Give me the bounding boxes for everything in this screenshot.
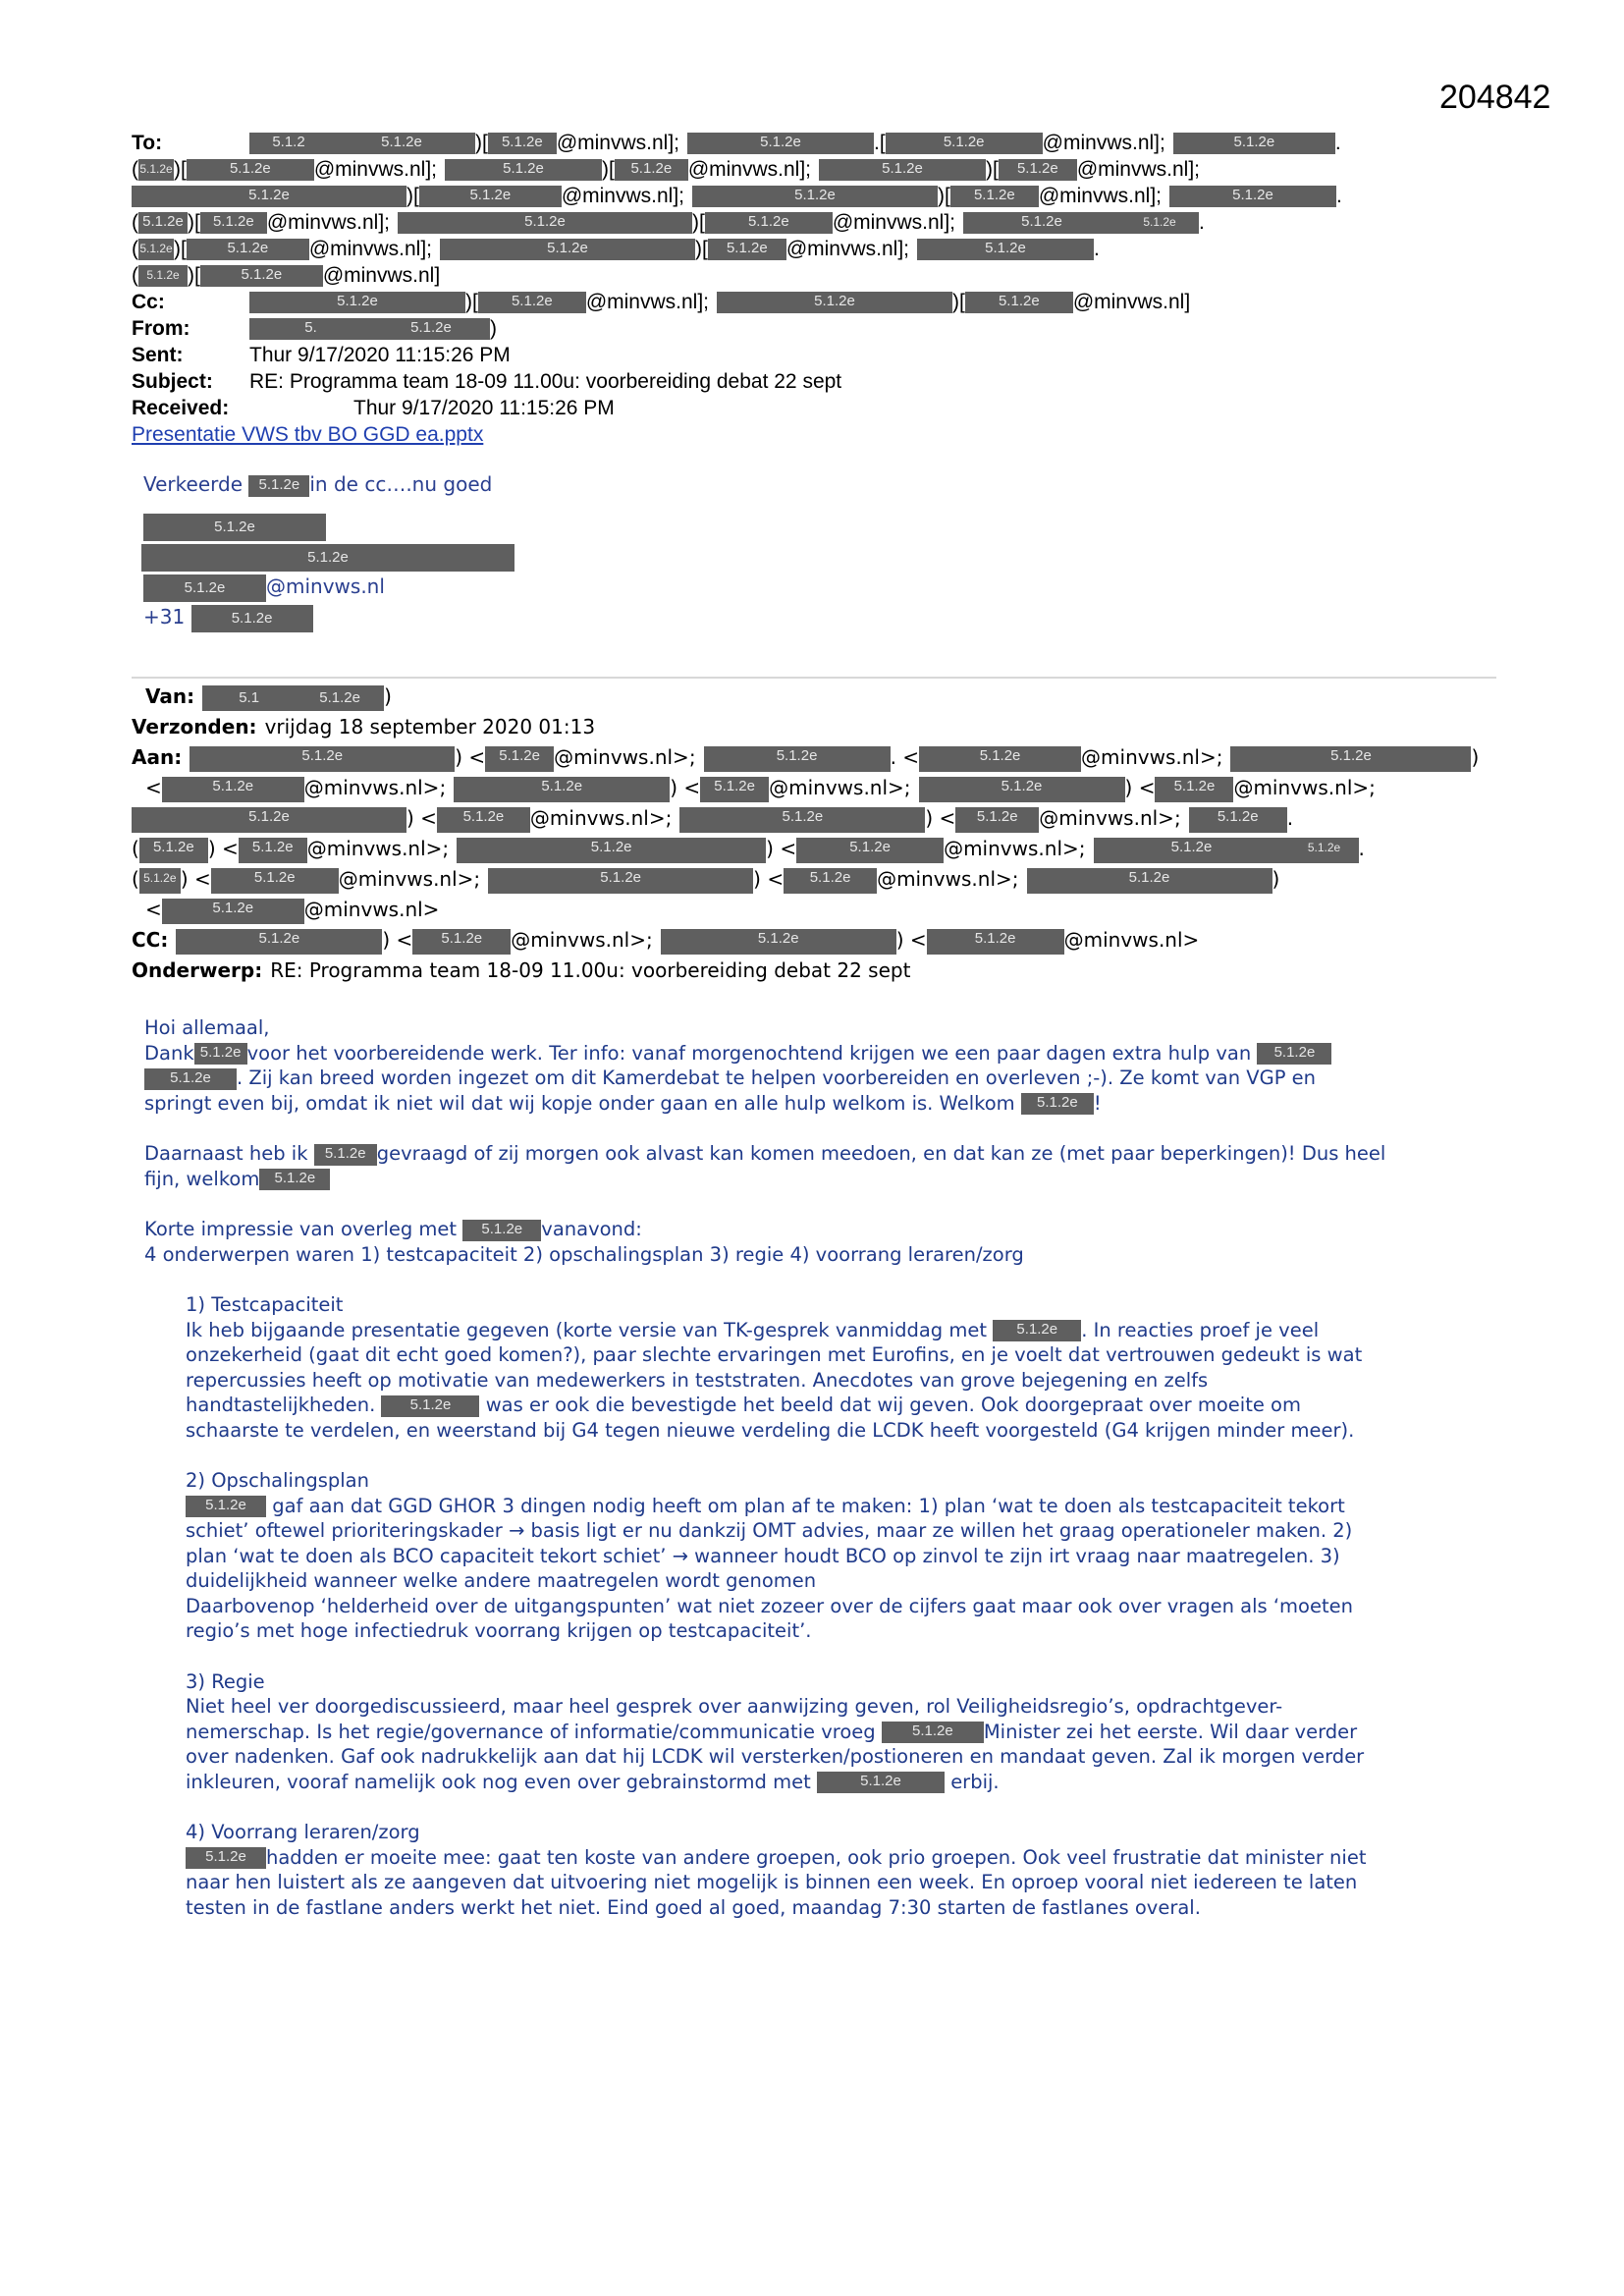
redaction: 5.1.2e xyxy=(817,1772,945,1793)
email-domain: @minvws.nl>; xyxy=(769,776,911,799)
text: vanavond: xyxy=(541,1218,642,1240)
email-body xyxy=(144,1015,1499,1920)
cc-line-forwarded xyxy=(132,925,1506,956)
separator: . xyxy=(1286,806,1294,830)
redaction: 5.1.2e xyxy=(138,212,188,234)
redaction: 5.1.2e xyxy=(412,929,511,955)
separator: ( xyxy=(132,837,139,860)
redaction: 5.1.2e xyxy=(692,186,938,207)
cc-label: Cc: xyxy=(132,291,165,313)
redaction: 5.1.2e xyxy=(162,777,304,802)
redaction: 5.1.2e xyxy=(328,133,475,154)
redaction: 5.1.2e xyxy=(819,159,986,181)
aan-line-1 xyxy=(132,742,1506,773)
sent-line xyxy=(132,342,1506,368)
email-domain: @minvws.nl]; xyxy=(1038,185,1162,207)
redaction: 5.1.2e xyxy=(259,1169,330,1190)
van-line xyxy=(132,682,1506,712)
text: hadden er moeite mee: gaat ten koste van andere groepen, ook prio groepen. Ook veel frustratie dat minister niet xyxy=(266,1845,1367,1869)
redaction: 5.1.2e xyxy=(687,133,874,154)
redaction: 5.1.2e xyxy=(955,807,1039,833)
redaction: 5.1.2e xyxy=(679,807,925,833)
separator: ) < xyxy=(406,806,437,830)
text: gevraagd of zij morgen ook alvast kan komen meedoen, en dat kan ze (met paar beperkingen)! Dus heel xyxy=(376,1142,1386,1165)
separator: < xyxy=(145,898,162,921)
email-domain: @minvws.nl]; xyxy=(308,238,432,260)
reply-line xyxy=(143,469,1518,499)
redaction: 5.1.2e xyxy=(239,838,307,863)
redaction: 5.1.2e xyxy=(919,746,1081,772)
separator: ) < xyxy=(670,776,701,799)
text: . Zij kan breed worden ingezet om dit Kamerdebat te helpen voorbereiden en overleven ;-). Ze komt van VGP en xyxy=(237,1066,1317,1089)
redaction: 5.1.2e xyxy=(139,868,181,894)
redaction: 5.1.2e xyxy=(457,838,766,863)
redaction: 5.1.2e xyxy=(965,292,1073,313)
separator: ) < xyxy=(753,867,785,891)
redaction: 5.1.2e xyxy=(882,1722,984,1743)
redaction: 5.1.2e xyxy=(454,777,670,802)
paragraph xyxy=(186,1770,1499,1795)
email-domain: @minvws.nl]; xyxy=(1042,132,1165,154)
email-domain: @minvws.nl>; xyxy=(529,806,673,830)
paragraph: naar hen luistert als ze aangeven dat uitvoering niet mogelijk is binnen een week. En oproep vooral niet iedereen te laten xyxy=(186,1871,1358,1893)
separator: . xyxy=(1336,185,1342,207)
reply-note xyxy=(143,469,1518,632)
email-domain: @minvws.nl]; xyxy=(585,291,709,313)
redaction: 5.1.2e xyxy=(186,1847,266,1869)
redaction: 5.1.2e xyxy=(963,212,1120,234)
text: springt even bij, omdat ik niet wil dat wij kopje onder gaan en alle hulp welkom is. Welkom xyxy=(144,1091,1015,1115)
redaction: 5.1.2e xyxy=(419,186,562,207)
email-domain: @minvws.nl>; xyxy=(944,837,1086,860)
phone-prefix: +31 xyxy=(143,605,186,629)
text: fijn, welkom xyxy=(144,1167,260,1190)
paragraph: 4 onderwerpen waren 1) testcapaciteit 2) opschalingsplan 3) regie 4) voorrang leraren/zorg xyxy=(144,1242,1024,1266)
separator: < xyxy=(145,776,162,799)
email-domain: @minvws.nl]; xyxy=(556,132,679,154)
redaction: 5.1.2e xyxy=(211,868,339,894)
verzonden-value: vrijdag 18 september 2020 01:13 xyxy=(264,715,596,738)
redaction: 5.1.2e xyxy=(1169,186,1336,207)
redaction: 5.1.2e xyxy=(187,239,309,260)
separator: ) xyxy=(384,684,392,708)
paragraph: duidelijkheid wanneer welke andere maatregelen wordt genomen xyxy=(186,1569,817,1592)
separator: ) xyxy=(1272,867,1280,891)
redaction: 5.1.2e xyxy=(249,292,465,313)
redaction: 5.1.2e xyxy=(143,514,326,541)
paragraph: regio’s met hoge infectiedruk voorrang krijgen op testcapaciteit’. xyxy=(186,1619,812,1642)
redaction: 5.1.2e xyxy=(1230,746,1471,772)
redaction: 5.1.2e xyxy=(1290,838,1359,863)
separator: ( xyxy=(132,867,139,891)
redaction: 5.1.2e xyxy=(381,1395,479,1417)
redaction: 5.1.2e xyxy=(186,1496,266,1517)
to-label: To: xyxy=(132,132,163,154)
email-domain: @minvws.nl>; xyxy=(1233,776,1376,799)
separator: )[ xyxy=(602,158,615,181)
redaction: 5.1.2e xyxy=(138,239,174,260)
redaction: 5.1.2e xyxy=(187,159,314,181)
email-domain: @minvws.nl> xyxy=(1063,928,1200,952)
to-line-6 xyxy=(132,262,1506,289)
paragraph xyxy=(186,1318,1499,1343)
to-line-1 xyxy=(132,130,1506,156)
redaction: 5.1.2e xyxy=(176,929,382,955)
email-domain: @minvws.nl]; xyxy=(687,158,811,181)
redaction: 5.1.2e xyxy=(1257,1043,1331,1065)
paragraph xyxy=(144,1091,1499,1117)
onderwerp-label: Onderwerp: xyxy=(132,958,263,982)
redaction: 5.1.2e xyxy=(1094,838,1290,863)
reply-text: Verkeerde xyxy=(143,472,244,496)
redaction: 5.1.2e xyxy=(1155,777,1233,802)
separator: )[ xyxy=(174,158,187,181)
redaction: 5.1.2e xyxy=(132,186,406,207)
separator: )[ xyxy=(952,291,965,313)
redaction: 5.1.2e xyxy=(708,239,786,260)
separator: ( xyxy=(132,158,138,181)
email-domain: @minvws.nl>; xyxy=(877,867,1019,891)
separator: . xyxy=(1334,132,1341,154)
separator: )[ xyxy=(938,185,950,207)
redaction: 5.1.2e xyxy=(615,159,688,181)
separator: ) < xyxy=(1124,776,1156,799)
aan-line-2 xyxy=(132,773,1506,803)
redaction: 5.1.2e xyxy=(162,899,304,924)
redaction: 5.1.2e xyxy=(1027,868,1272,894)
redaction: 5.1.2e xyxy=(1173,133,1335,154)
email-domain: @minvws.nl>; xyxy=(338,867,481,891)
onderwerp-value: RE: Programma team 18-09 11.00u: voorbereiding debat 22 sept xyxy=(270,958,911,982)
signature xyxy=(143,511,1518,632)
redaction: 5.1.2e xyxy=(445,159,602,181)
email-domain: @minvws.nl] xyxy=(1072,291,1191,313)
email-domain: @minvws.nl]; xyxy=(313,158,437,181)
sent-value: Thur 9/17/2020 11:15:26 PM xyxy=(249,344,511,366)
topic-title: 3) Regie xyxy=(186,1669,265,1693)
email-domain: @minvws.nl]; xyxy=(1076,158,1200,181)
to-line-4 xyxy=(132,209,1506,236)
email-domain: @minvws.nl] xyxy=(322,264,441,287)
redaction: 5.1.2e xyxy=(999,159,1077,181)
separator: . xyxy=(1358,837,1365,860)
email-domain: @minvws.nl>; xyxy=(511,928,653,952)
separator: ) < xyxy=(207,837,239,860)
onderwerp-line xyxy=(132,956,1506,986)
paragraph: repercussies heeft op motivatie van medewerkers in teststraten. Anecdotes van grove bejegening en zelfs xyxy=(186,1368,1209,1392)
email-domain: @minvws.nl>; xyxy=(554,745,696,769)
redaction: 5.1.2e xyxy=(704,746,891,772)
paragraph: schiet’ oftewel prioriteringskader → basis ligt er nu dankzij OMT advies, maar ze willen het graag operationeler maken. 2) xyxy=(186,1519,1353,1542)
text: Korte impressie van overleg met xyxy=(144,1218,458,1240)
text: nemerschap. Is het regie/governance of informatie/communicatie vroeg xyxy=(186,1720,876,1743)
redaction: 5.1.2e xyxy=(1021,1093,1094,1115)
separator: . xyxy=(1094,238,1100,260)
redaction: 5.1.2e xyxy=(462,1220,541,1241)
redaction: 5.1.2e xyxy=(398,212,692,234)
email-domain: @minvws.nl>; xyxy=(303,776,447,799)
text: Daarnaast heb ik xyxy=(144,1142,308,1165)
redaction: 5.1.2e xyxy=(314,1144,377,1166)
redaction: 5.1 xyxy=(202,685,296,711)
from-line xyxy=(132,315,1506,342)
text: Ik heb bijgaande presentatie gegeven (korte versie van TK-gesprek vanmiddag met xyxy=(186,1318,988,1341)
subject-label: Subject: xyxy=(132,370,213,393)
aan-line-6 xyxy=(132,895,1506,925)
paragraph xyxy=(186,1393,1499,1418)
redaction: 5.1.2e xyxy=(248,475,309,497)
paragraph xyxy=(144,1041,1499,1066)
text: was er ook die bevestigde het beeld dat wij geven. Ook doorgepraat over moeite om xyxy=(485,1394,1301,1416)
separator: )[ xyxy=(188,264,200,287)
sent-label: Sent: xyxy=(132,344,184,366)
topic-title: 2) Opschalingsplan xyxy=(186,1469,369,1492)
signature-email: @minvws.nl xyxy=(266,574,385,598)
paragraph xyxy=(144,1141,1499,1167)
redaction: 5.1.2e xyxy=(488,133,557,154)
verzonden-line xyxy=(132,712,1506,742)
email-domain: @minvws.nl]; xyxy=(832,211,955,234)
paragraph: Niet heel ver doorgediscussieerd, maar heel gesprek over aanwijzing geven, rol Veiligheidsregio’s, opdrachtgever- xyxy=(186,1695,1283,1718)
separator: )[ xyxy=(188,211,200,234)
redaction: 5.1.2e xyxy=(138,265,188,287)
email-domain: @minvws.nl]; xyxy=(266,211,390,234)
text: Minister zei het eerste. Wil daar verder xyxy=(983,1720,1358,1743)
subject-value: RE: Programma team 18-09 11.00u: voorbereiding debat 22 sept xyxy=(249,370,842,393)
paragraph: onzekerheid (gaat dit echt goed komen?), paar slechte ervaringen met Eurofins, en je voelt dat vertrouwen gedeukt is wat xyxy=(186,1343,1363,1366)
redaction: 5.1.2e xyxy=(296,685,384,711)
redaction: 5.1.2e xyxy=(191,605,313,632)
redaction: 5.1.2e xyxy=(437,807,530,833)
email-domain: @minvws.nl>; xyxy=(1081,745,1223,769)
topic-title: 4) Voorrang leraren/zorg xyxy=(186,1821,420,1843)
aan-line-3 xyxy=(132,803,1506,834)
to-line-5 xyxy=(132,236,1506,262)
received-value: Thur 9/17/2020 11:15:26 PM xyxy=(353,397,615,419)
redaction: 5.1.2e xyxy=(705,212,833,234)
redaction: 5.1.2e xyxy=(784,868,877,894)
cc-line xyxy=(132,289,1506,315)
redaction: 5.1.2e xyxy=(141,544,514,572)
separator: ) < xyxy=(766,837,797,860)
van-label: Van: xyxy=(145,684,195,708)
separator: ) < xyxy=(180,867,211,891)
separator: )[ xyxy=(692,211,705,234)
separator: )[ xyxy=(406,185,419,207)
text: . In reacties proef je veel xyxy=(1081,1318,1320,1341)
email-domain: @minvws.nl> xyxy=(303,898,440,921)
redaction: 5.1.2e xyxy=(200,265,323,287)
redaction: 5.1.2e xyxy=(372,318,490,340)
redaction: 5.1.2e xyxy=(927,929,1064,955)
text: ! xyxy=(1093,1091,1102,1115)
redaction: 5.1.2e xyxy=(717,292,952,313)
separator: ) xyxy=(490,317,497,340)
aan-line-5 xyxy=(132,864,1506,895)
redaction: 5.1.2e xyxy=(200,212,267,234)
paragraph: testen in de fastlane anders werkt het niet. Eind goed al goed, maandag 7:30 starten de fastlanes overal. xyxy=(186,1895,1201,1919)
to-line-3 xyxy=(132,183,1506,209)
email-domain: @minvws.nl>; xyxy=(306,837,450,860)
paragraph xyxy=(144,1066,1499,1091)
redaction: 5.1.2e xyxy=(144,1068,237,1090)
paragraph xyxy=(144,1167,1499,1192)
redaction: 5.1.2e xyxy=(194,1043,247,1065)
redaction: 5.1.2e xyxy=(488,868,753,894)
email-header xyxy=(132,130,1506,448)
redaction: 5.1.2e xyxy=(919,777,1125,802)
email-domain: @minvws.nl]; xyxy=(561,185,684,207)
redaction: 5.1.2e xyxy=(1120,212,1199,234)
redaction: 5.1.2e xyxy=(661,929,896,955)
separator: ) < xyxy=(925,806,956,830)
redaction: 5.1.2e xyxy=(478,292,586,313)
redaction: 5.1.2e xyxy=(700,777,769,802)
email-domain: @minvws.nl]; xyxy=(785,238,909,260)
separator: . xyxy=(1199,211,1205,234)
paragraph: schaarste te verdelen, en weerstand bij G4 tegen nieuwe verdeling die LCDK heeft voorgesteld (G4 krijgen minder meer). xyxy=(186,1418,1355,1442)
text: gaf aan dat GGD GHOR 3 dingen nodig heeft om plan af te maken: 1) plan ‘wat te doen als testcapaciteit tekort xyxy=(272,1494,1345,1517)
redaction: 5.1.2 xyxy=(249,133,328,154)
redaction: 5.1.2e xyxy=(917,239,1094,260)
text: erbij. xyxy=(950,1770,1000,1793)
paragraph xyxy=(186,1494,1499,1519)
redaction: 5.1.2e xyxy=(485,746,554,772)
email-domain: @minvws.nl>; xyxy=(1039,806,1181,830)
separator: )[ xyxy=(174,238,187,260)
verzonden-label: Verzonden: xyxy=(132,715,257,738)
separator: )[ xyxy=(695,238,708,260)
divider xyxy=(132,677,1496,679)
to-line-2 xyxy=(132,156,1506,183)
aan-line-4 xyxy=(132,834,1506,864)
paragraph xyxy=(144,1217,1499,1242)
subject-line xyxy=(132,368,1506,395)
reply-text: in de cc….nu goed xyxy=(309,472,493,496)
cc-label-forwarded: CC: xyxy=(132,928,169,952)
separator: . < xyxy=(890,745,920,769)
separator: ( xyxy=(132,211,138,234)
redaction: 5.1.2e xyxy=(139,838,208,863)
separator: .[ xyxy=(874,132,886,154)
forwarded-header xyxy=(132,682,1506,986)
redaction: 5.1.2e xyxy=(138,159,174,181)
redaction: 5.1.2e xyxy=(440,239,695,260)
redaction: 5.1.2e xyxy=(950,186,1039,207)
separator: ( xyxy=(132,264,138,287)
aan-label: Aan: xyxy=(132,745,183,769)
redaction: 5.1.2e xyxy=(886,133,1043,154)
topic-testcapaciteit xyxy=(144,1292,1499,1920)
paragraph xyxy=(186,1845,1499,1871)
paragraph: over nadenken. Gaf ook nadrukkelijk aan dat hij LCDK wil versterken/postioneren en mandaat geven. Zal ik morgen verder xyxy=(186,1745,1365,1768)
separator: ) xyxy=(1471,745,1480,769)
separator: ( xyxy=(132,238,138,260)
redaction: 5.1.2e xyxy=(132,807,406,833)
attachment-link[interactable]: Presentatie VWS tbv BO GGD ea.pptx xyxy=(132,423,484,446)
text: inkleuren, vooraf namelijk ook nog even over gebrainstormd met xyxy=(186,1770,811,1793)
redaction: 5.1.2e xyxy=(796,838,944,863)
attachment-line xyxy=(132,421,1506,448)
separator: ) < xyxy=(382,928,413,952)
separator: )[ xyxy=(986,158,999,181)
redaction: 5.1.2e xyxy=(189,746,455,772)
from-label: From: xyxy=(132,317,190,340)
document-number: 204842 xyxy=(1439,79,1551,116)
redaction: 5.1.2e xyxy=(993,1320,1081,1341)
greeting: Hoi allemaal, xyxy=(144,1016,270,1039)
redaction: 5.1.2e xyxy=(143,574,266,602)
separator: ) < xyxy=(455,745,486,769)
topic-title: 1) Testcapaciteit xyxy=(186,1293,344,1316)
text: handtastelijkheden. xyxy=(186,1394,376,1416)
separator: ) < xyxy=(895,928,927,952)
separator: )[ xyxy=(465,291,478,313)
paragraph xyxy=(186,1720,1499,1745)
paragraph: plan ‘wat te doen als BCO capaciteit tekort schiet’ → wanneer houdt BCO op zinvol te zijn irt vraag naar maatregelen. 3) xyxy=(186,1544,1340,1567)
redaction: 5.1.2e xyxy=(1189,807,1287,833)
separator: )[ xyxy=(475,132,488,154)
redaction: 5. xyxy=(249,318,372,340)
received-line xyxy=(132,395,1506,421)
text: voor het voorbereidende werk. Ter info: vanaf morgenochtend krijgen we een paar dagen extra hulp van xyxy=(246,1041,1252,1065)
received-label: Received: xyxy=(132,397,230,419)
paragraph: Daarbovenop ‘helderheid over de uitgangspunten’ wat niet zozeer over de cijfers gaat maar ook over vragen als ‘moeten xyxy=(186,1594,1353,1617)
text: Dank xyxy=(144,1041,194,1065)
